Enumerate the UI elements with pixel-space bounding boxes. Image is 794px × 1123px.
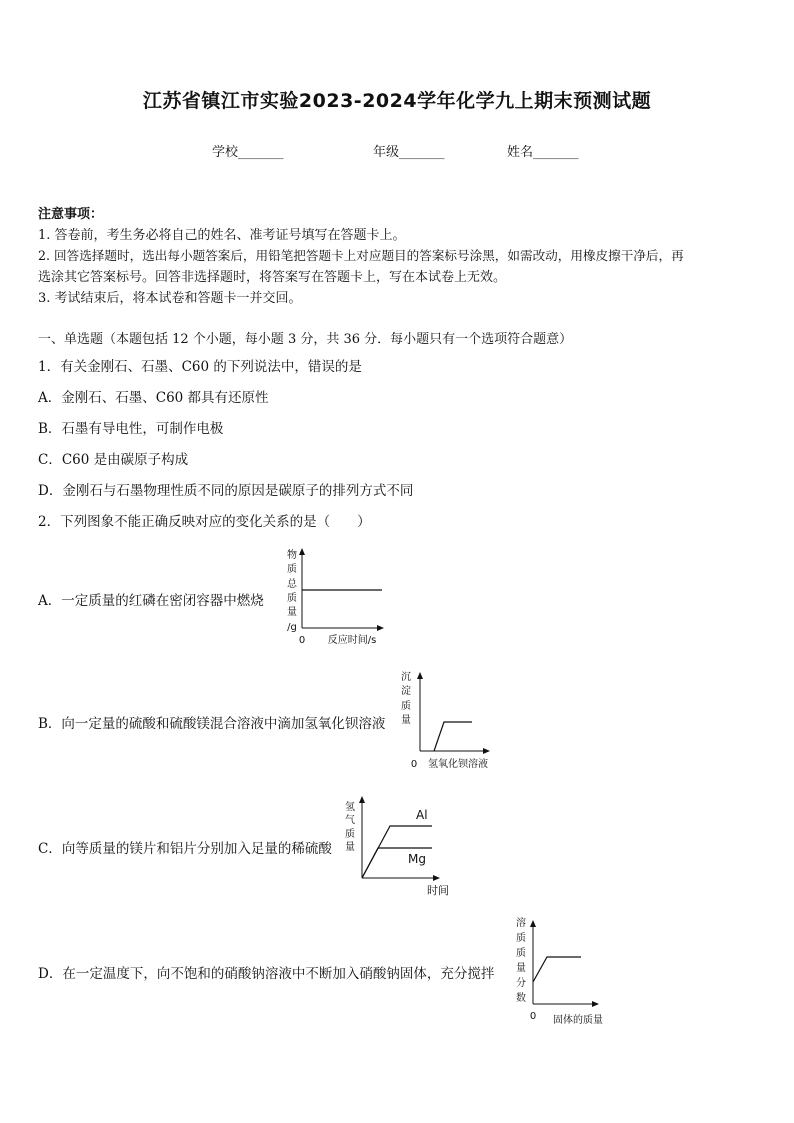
- q2-stem: 2．下列图象不能正确反映对应的变化关系的是（ ）: [38, 514, 371, 530]
- graph-d-ylabel-3: 量: [516, 963, 526, 974]
- q1-option-d: D．金刚石与石墨物理性质不同的原因是碳原子的排列方式不同: [38, 483, 414, 499]
- notice-item-2-line-1: 2. 回答选择题时，选出每小题答案后，用铅笔把答题卡上对应题目的答案标号涂黑，如需改动，用橡皮擦干净后，再: [38, 248, 684, 263]
- graph-d-x-arrow: [592, 1001, 599, 1007]
- graph-d-curve: [533, 957, 581, 982]
- graph-a-ylabel-0: 物: [287, 550, 297, 561]
- graph-d-ylabel-0: 溶: [516, 918, 526, 929]
- graph-b-origin: 0: [410, 759, 418, 770]
- q1-option-a: A．金刚石、石墨、C60 都具有还原性: [38, 390, 269, 406]
- graph-b-ylabel-3: 量: [401, 715, 411, 726]
- q2-option-b: B．向一定量的硫酸和硫酸镁混合溶液中滴加氢氧化钡溶液: [38, 716, 386, 732]
- graph-b-curve: [434, 722, 472, 751]
- notice-item-1: 1. 答卷前，考生务必将自己的姓名、准考证号填写在答题卡上。: [38, 228, 406, 243]
- graph-d-ylabel-2: 质: [516, 948, 526, 959]
- graph-a-x-arrow: [377, 625, 384, 631]
- graph-d-y-arrow: [530, 920, 536, 927]
- graph-d-ylabel-4: 分: [516, 978, 526, 989]
- graph-b-xlabel: 氢氧化钡溶液: [428, 759, 488, 770]
- graph-c-ylabel-0: 氢: [345, 802, 355, 813]
- graph-c-ylabel-1: 气: [345, 815, 355, 826]
- q1-stem: 1．有关金刚石、石墨、C60 的下列说法中，错误的是: [38, 359, 362, 375]
- graph-b-x-arrow: [483, 748, 490, 754]
- q1-option-b: B．石墨有导电性，可制作电极: [38, 421, 224, 437]
- graph-c-ylabel-2: 质: [345, 829, 355, 840]
- q2-option-d: D．在一定温度下，向不饱和的硝酸钠溶液中不断加入硝酸钠固体，充分搅拌: [38, 966, 495, 982]
- section-heading: 一、单选题（本题包括 12 个小题，每小题 3 分，共 36 分．每小题只有一个选项符合题意）: [38, 332, 573, 347]
- graph-a-ylabel-3: 质: [287, 593, 297, 604]
- q2-option-c: C．向等质量的镁片和铝片分别加入足量的稀硫酸: [38, 841, 332, 857]
- graph-a-ylabel-4: 量: [287, 607, 297, 618]
- school-field[interactable]: 学校_______: [212, 145, 284, 160]
- graph-d-origin: 0: [529, 1011, 537, 1022]
- q2-option-a: A．一定质量的红磷在密闭容器中燃烧: [38, 593, 264, 609]
- graph-c-label-al: Al: [416, 808, 428, 822]
- notice-item-2-line-2: 选涂其它答案标号。回答非选择题时，将答案写在答题卡上，写在本试卷上无效。: [38, 270, 507, 285]
- graph-a: [278, 544, 390, 650]
- q1-option-c: C．C60 是由碳原子构成: [38, 452, 189, 468]
- notice-item-3: 3. 考试结束后，将本试卷和答题卡一并交回。: [38, 291, 302, 306]
- page-title: 江苏省镇江市实验2023-2024学年化学九上期末预测试题: [142, 90, 652, 112]
- graph-b-ylabel-0: 沉: [401, 672, 411, 683]
- graph-a-y-arrow: [299, 548, 305, 555]
- graph-d-ylabel-1: 质: [516, 933, 526, 944]
- graph-b-y-arrow: [417, 672, 423, 679]
- graph-d-xlabel: 固体的质量: [553, 1015, 603, 1026]
- graph-b-ylabel-2: 质: [401, 701, 411, 712]
- graph-c-label-mg: Mg: [408, 852, 426, 866]
- graph-c-ylabel-3: 量: [345, 842, 355, 853]
- graph-a-ylabel-1: 质: [287, 564, 297, 575]
- graph-a-ylabel-2: 总: [287, 579, 297, 590]
- graph-c: [340, 788, 460, 900]
- graph-b-ylabel-1: 淀: [401, 686, 411, 697]
- graph-d-ylabel-5: 数: [516, 993, 526, 1004]
- graph-a-origin: 0: [298, 635, 306, 646]
- notice-heading: 注意事项：: [38, 207, 104, 222]
- graph-c-xlabel: 时间: [427, 884, 449, 897]
- graph-a-ylabel-5: /g: [287, 622, 297, 633]
- graph-c-x-arrow: [433, 875, 440, 881]
- name-field[interactable]: 姓名_______: [507, 145, 579, 160]
- graph-d: [511, 912, 611, 1030]
- graph-b: [394, 664, 498, 774]
- grade-field[interactable]: 年级_______: [373, 145, 445, 160]
- graph-a-xlabel: 反应时间/s: [327, 635, 377, 646]
- graph-c-y-arrow: [359, 796, 365, 803]
